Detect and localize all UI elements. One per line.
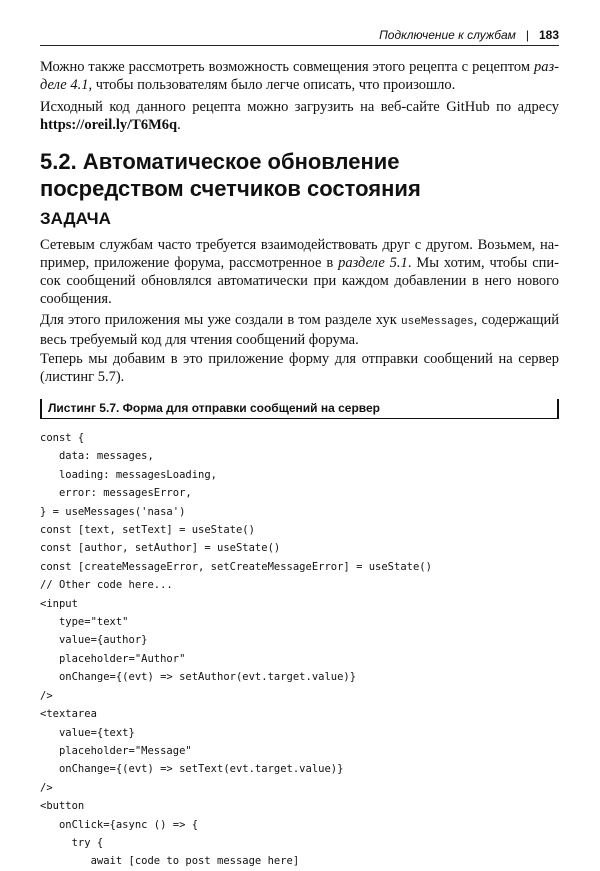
paragraph-line: деле 4.1, чтобы пользователям было легче описать, что произошло. bbox=[40, 77, 456, 93]
running-head-section: Подключение к службам bbox=[379, 28, 516, 42]
page-number: 183 bbox=[538, 28, 559, 42]
section-heading-line: посредством счетчиков состояния bbox=[40, 176, 421, 201]
paragraph-line: сок сообщений обновлялся автоматически при каждом добавлении в него нового bbox=[40, 273, 559, 289]
paragraph-hook bbox=[40, 311, 559, 349]
section-heading bbox=[40, 148, 559, 202]
paragraph-task bbox=[40, 236, 559, 308]
paragraph-line: сообщения. bbox=[40, 291, 112, 307]
listing-caption-bar bbox=[40, 399, 559, 419]
paragraph-line: Теперь мы добавим в это приложение форму для отправки сообщений на сервер bbox=[40, 351, 559, 367]
running-head bbox=[40, 28, 559, 46]
paragraph-line: Исходный код данного рецепта можно загрузить на веб-сайте GitHub по адресу bbox=[40, 99, 559, 115]
section-heading-line: 5.2. Автоматическое обновление bbox=[40, 149, 400, 174]
paragraph-form bbox=[40, 350, 559, 386]
running-head-separator: | bbox=[525, 28, 529, 42]
paragraph-source bbox=[40, 98, 559, 134]
code-listing: const { data: messages, loading: messagesLoading, error: messagesError, } = useMessages('nasa') const [text, setText] = useState() const [author, setAuthor] = useState() const [createMessageError, setCreateMessageError] = useState() // Other code here... <input type="text" value={author} placeholder="Author" onChange={(evt) => setAuthor(evt.target.value)} /> <textarea value={text} placeholder="Message" onChange={(evt) => setText(evt.target.value)} /> <button onClick={async () => { try { await [code to post message here] bbox=[40, 432, 432, 868]
paragraph-line: весь требуемый код для чтения сообщений форума. bbox=[40, 332, 359, 348]
inline-code: useMessages bbox=[401, 316, 474, 328]
paragraph-line: Для этого приложения мы уже создали в том разделе хук useMessages, содержащий bbox=[40, 312, 559, 328]
paragraph-line: (листинг 5.7). bbox=[40, 369, 125, 385]
paragraph-line: https://oreil.ly/T6M6q. bbox=[40, 117, 181, 133]
paragraph-intro bbox=[40, 58, 559, 94]
paragraph-line: Сетевым службам часто требуется взаимодействовать друг с другом. Возьмем, на- bbox=[40, 237, 559, 253]
listing-caption: Листинг 5.7. Форма для отправки сообщений на сервер bbox=[48, 401, 380, 415]
header-rule bbox=[40, 45, 559, 46]
subheading-task: ЗАДАЧА bbox=[40, 209, 111, 228]
github-link[interactable]: https://oreil.ly/T6M6q bbox=[40, 117, 178, 133]
paragraph-line: Можно также рассмотреть возможность совмещения этого рецепта с рецептом раз- bbox=[40, 59, 560, 75]
paragraph-line: пример, приложение форума, рассмотренное в разделе 5.1. Мы хотим, чтобы спи- bbox=[40, 255, 559, 271]
